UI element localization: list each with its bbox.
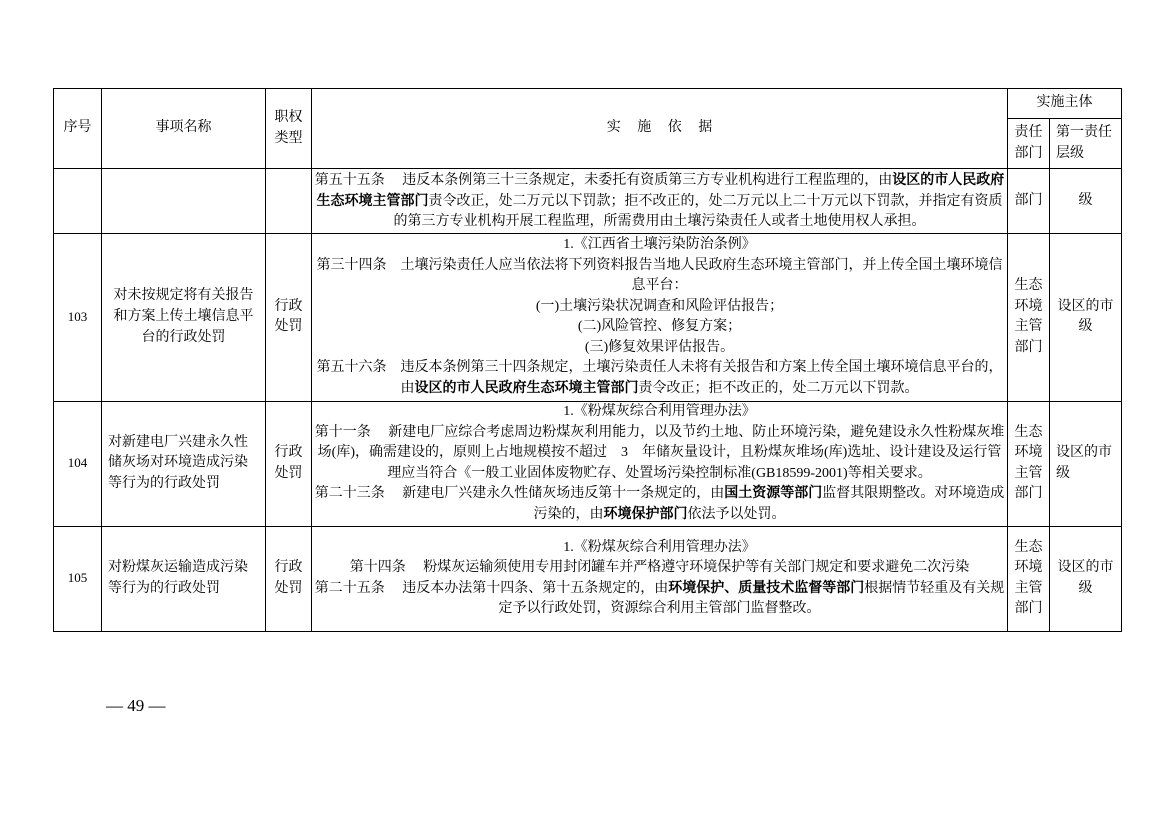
table-row bbox=[54, 233, 1122, 401]
table-row bbox=[54, 526, 1122, 631]
basis-list-item: (二)风险管控、修复方案； bbox=[577, 319, 742, 335]
row-basis bbox=[312, 233, 1008, 401]
page-number: — 49 — bbox=[106, 696, 166, 715]
basis-penalty bbox=[312, 484, 1007, 525]
basis-article: 第十四条 粉煤灰运输须使用专用封闭罐车并严格遵守环境保护等有关部门规定和要求避免二次污染 bbox=[349, 560, 970, 576]
basis-article: 第三十四条 土壤污染责任人应当依法将下列资料报告当地人民政府生态环境主管部门，并上传全国土壤环境信息平台： bbox=[316, 257, 1003, 294]
enforcement-items-table bbox=[53, 88, 1122, 632]
row-dept: 生态环境主管部门 bbox=[1014, 539, 1043, 617]
table-row-continuation bbox=[54, 169, 1122, 234]
row-item-name: 对粉煤灰运输造成污染等行为的行政处罚 bbox=[108, 560, 248, 596]
row-item-name-cell bbox=[102, 526, 266, 631]
basis-list-item: (三)修复效果评估报告。 bbox=[584, 339, 735, 355]
row-level-cell bbox=[1050, 233, 1122, 401]
header-subject: 实施主体 bbox=[1008, 89, 1122, 119]
basis-text: 第五十五条 违反本条例第三十三条规定，未委托有资质第三方专业机构进行工程监理的，由 bbox=[314, 173, 893, 188]
row-level: 设区的市级 bbox=[1056, 445, 1112, 481]
row-level: 级 bbox=[1050, 169, 1122, 234]
basis-bold-authority: 国土资源等部门 bbox=[724, 486, 823, 502]
basis-bold-authority: 设区的市人民政府生态环境主管部门 bbox=[316, 173, 1005, 209]
row-basis bbox=[312, 401, 1008, 526]
row-dept: 生态环境主管部门 bbox=[1014, 424, 1043, 502]
basis-source: 1.《江西省土壤污染防治条例》 bbox=[563, 236, 756, 252]
row-level-cell bbox=[1050, 526, 1122, 631]
basis-penalty bbox=[312, 579, 1007, 620]
basis-list-item: (一)土壤污染状况调查和风险评估报告； bbox=[535, 298, 784, 314]
header-row bbox=[54, 89, 1122, 119]
row-seq: 103 bbox=[54, 233, 102, 401]
row-dept-cell bbox=[1008, 526, 1050, 631]
row-seq: 105 bbox=[54, 526, 102, 631]
basis-penalty bbox=[312, 358, 1007, 399]
basis-bold-authority: 环境保护部门 bbox=[603, 506, 688, 522]
basis-text: 依法予以处罚。 bbox=[687, 506, 786, 522]
row-item-name: 对新建电厂兴建永久性储灰场对环境造成污染等行为的行政处罚 bbox=[108, 434, 248, 492]
row-seq: 104 bbox=[54, 401, 102, 526]
header-power-type: 职权类型 bbox=[274, 109, 303, 146]
row-item-name-cell bbox=[102, 401, 266, 526]
row-power-type-cell bbox=[266, 401, 312, 526]
row-item-name: 对未按规定将有关报告和方案上传土壤信息平台的行政处罚 bbox=[113, 288, 254, 345]
row-seq-empty bbox=[54, 169, 102, 234]
row-dept-cell bbox=[1008, 401, 1050, 526]
row-dept: 部门 bbox=[1008, 169, 1050, 234]
header-item-name: 事项名称 bbox=[102, 89, 266, 169]
basis-text: 第五十六条 违反本条例第三十四条规定，土壤污染责任人未将有关报告和方案上传全国土壤环境信息平台的，由 bbox=[316, 360, 1003, 397]
row-item-name-empty bbox=[102, 169, 266, 234]
header-dept-cell bbox=[1008, 119, 1050, 169]
header-power-type-cell bbox=[266, 89, 312, 169]
basis-paragraph bbox=[312, 171, 1007, 233]
row-power-type: 行政处罚 bbox=[274, 445, 303, 481]
basis-text: 第二十五条 违反本办法第十四条、第十五条规定的，由 bbox=[314, 580, 669, 596]
row-power-type-empty bbox=[266, 169, 312, 234]
basis-text: 责令改正，处二万元以下罚款；拒不改正的，处二万元以上二十万元以下罚款，并指定有资质的第三方专业机构开展工程监理，所需费用由土壤污染责任人或者土地使用权人承担。 bbox=[393, 193, 1003, 230]
basis-text: 根据情节轻重及有关规定予以行政处罚，资源综合利用主管部门监督整改。 bbox=[498, 580, 1005, 617]
row-power-type-cell bbox=[266, 233, 312, 401]
row-dept-cell bbox=[1008, 233, 1050, 401]
basis-source: 1.《粉煤灰综合利用管理办法》 bbox=[563, 539, 756, 555]
row-level-cell bbox=[1050, 401, 1122, 526]
row-level: 设区的市级 bbox=[1057, 298, 1114, 335]
row-power-type: 行政处罚 bbox=[274, 298, 303, 335]
basis-article: 第十一条 新建电厂应综合考虑周边粉煤灰利用能力，以及节约土地、防止环境污染，避免建设永久性粉煤灰堆场(库)，确需建设的，原则上占地规模按不超过 3 年储灰量设计，且粉煤灰堆场(库)选址、设计建设及运行管理应当符合《一般工业固体废物贮存、处置场污染控制标准(GB18599-2001)等相关要求。 bbox=[314, 424, 1005, 481]
header-dept: 责任部门 bbox=[1014, 124, 1043, 161]
header-basis: 实 施 依 据 bbox=[312, 89, 1008, 169]
row-dept: 生态环境主管部门 bbox=[1014, 278, 1043, 355]
row-basis bbox=[312, 526, 1008, 631]
basis-text: 第二十三条 新建电厂兴建永久性储灰场违反第十一条规定的，由 bbox=[314, 486, 725, 502]
row-power-type-cell bbox=[266, 526, 312, 631]
table-row bbox=[54, 401, 1122, 526]
basis-text: 监督其限期整改。对环境造成污染的，由 bbox=[533, 486, 1005, 522]
row-power-type: 行政处罚 bbox=[274, 560, 303, 596]
row-basis bbox=[312, 169, 1008, 234]
header-level: 第一责任层级 bbox=[1056, 124, 1112, 161]
row-item-name-cell bbox=[102, 233, 266, 401]
header-seq: 序号 bbox=[54, 89, 102, 169]
basis-bold-authority: 环境保护、质量技术监督等部门 bbox=[668, 580, 865, 596]
basis-source: 1.《粉煤灰综合利用管理办法》 bbox=[563, 404, 756, 419]
basis-text: 责令改正；拒不改正的，处二万元以下罚款。 bbox=[638, 381, 919, 397]
basis-bold-authority: 设区的市人民政府生态环境主管部门 bbox=[414, 381, 639, 397]
row-level: 设区的市级 bbox=[1057, 560, 1114, 596]
header-level-cell bbox=[1050, 119, 1122, 169]
